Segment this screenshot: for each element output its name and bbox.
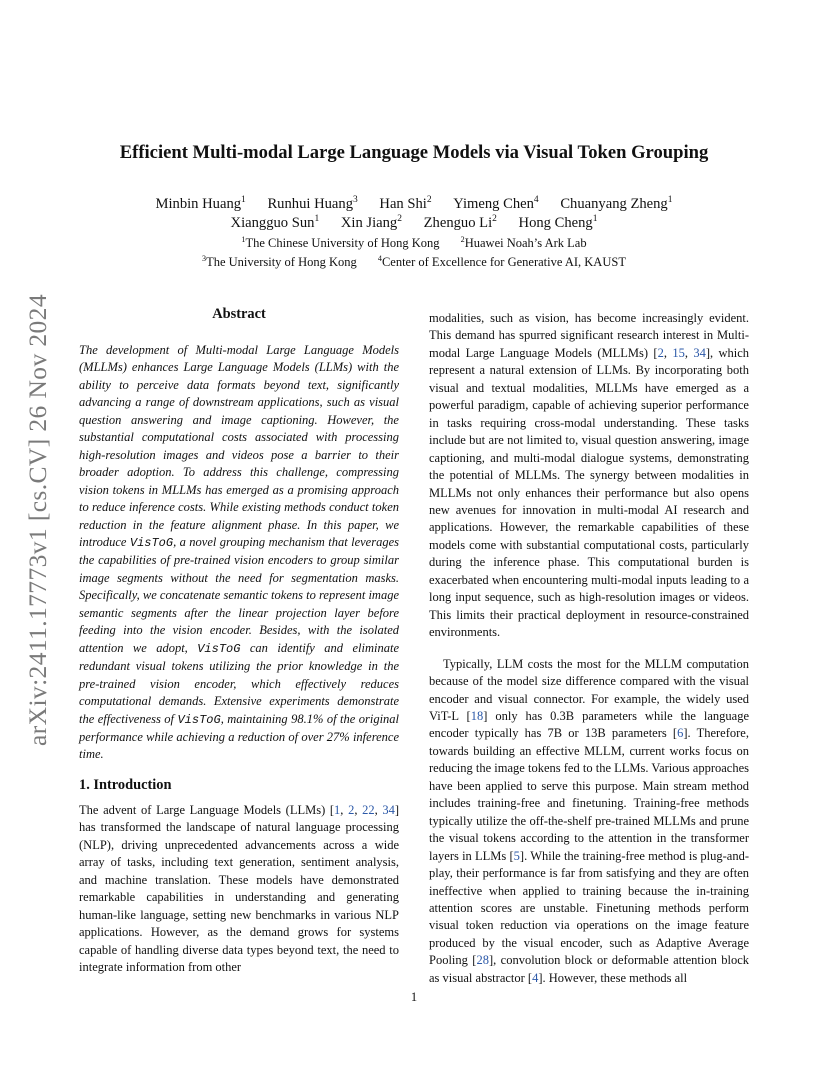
citation-link[interactable]: 1	[334, 803, 341, 817]
author: Runhui Huang$^3$	[267, 195, 358, 212]
citation-link[interactable]: 34	[693, 345, 706, 360]
arxiv-sidebar-id: arXiv:2411.17773v1 [cs.CV] 26 Nov 2024	[23, 294, 52, 746]
abstract-heading: Abstract	[212, 306, 266, 322]
affiliation-row-2	[0, 255, 828, 270]
right-paragraph-2: Typically, LLM costs the most for the MLLM computation because of the model size difference compared with the visual encoder and visual connector. For example, the widely used ViT-L [18] only has 0.3B parameters while the language encoder typically has 7B or 13B parameters [6]. Therefore, towards building an effective MLLM, current works focus on reducing the image tokens fed to the LLMs. Various approaches have been applied to serve this purpose. Main stream method includes training-free and finetuning. Training-free methods typically utilize the off-the-shelf pre-trained MLLMs and prune the visual tokens according to the attention in the transformer layers in LLMs [5]. While the training-free method is plug-and-play, their performance is far from satisfying and they are often ineffective when applied to training because the in-training attention scores are unstable. Finetuning methods perform visual token reduction via operations on the image feature produced by the visual encoder, such as Adaptive Average Pooling [28], convolution block or deformable attention block as visual abstractor [4]. However, these methods all	[429, 656, 750, 985]
citation-link[interactable]: 2	[348, 803, 355, 817]
intro-paragraph: The advent of Large Language Models (LLMs) [1, 2, 22, 34] has transformed the landscape of natural language processing (NLP), driving unprecedented advancements across a wide array of tasks, including text generation, sentiment analysis, and machine translation. These models have demonstrated remarkable capabilities in understanding and generating human-like language, setting new benchmarks in various NLP applications. However, as the demand grows for systems capable of handling diverse data types beyond text, the need to integrate information from other	[79, 803, 400, 975]
affiliation: $^4$Center of Excellence for Generative AI, KAUST	[377, 253, 626, 269]
author: Minbin Huang$^1$	[155, 195, 246, 212]
author: Zhenguo Li$^2$	[423, 214, 497, 231]
right-column	[429, 310, 749, 987]
author: Han Shi$^2$	[379, 195, 432, 212]
citation-link[interactable]: 18	[470, 708, 484, 723]
citation-link[interactable]: 34	[382, 803, 395, 817]
abstract-text: The development of Multi-modal Large Language Models (MLLMs) enhances Large Language Models (LLMs) with the ability to perceive data formats beyond text, significantly advancing a range of downstream applications, such as visual question answering and image captioning. However, the substantial computational costs associated with processing high-resolution images and videos pose a barrier to their broader adoption. To address this challenge, compressing vision tokens in MLLMs has emerged as a promising approach to reduce inference costs. While existing methods conduct token reduction in the feature alignment phase. In this paper, we introduce VisToG, a novel grouping mechanism that leverages the capabilities of pre-trained vision encoders to group similar image segments without the need for segmentation masks. Specifically, we concatenate semantic tokens to represent image semantic segments after the linear projection layer before feeding into the vision encoder. Besides, with the isolated attention we adopt, VisToG can identify and eliminate redundant visual tokens utilizing the prior knowledge in the pre-trained vision encoder, which effectively reduces computational demands. Extensive experiments demonstrate the effectiveness of VisToG, maintaining 98.1% of the original performance while achieving a reduction of over 27% inference time.	[79, 343, 400, 762]
citation-link[interactable]: 2	[657, 345, 664, 360]
author-row-1	[0, 196, 828, 213]
affiliation: $^2$Huawei Noah’s Ark Lab	[460, 234, 587, 250]
author-row-2	[0, 215, 828, 232]
section-heading-introduction: 1. Introduction	[79, 777, 172, 793]
author: Chuanyang Zheng$^1$	[560, 195, 673, 212]
affiliation: $^3$The University of Hong Kong	[202, 253, 357, 269]
affiliation: $^1$The Chinese University of Hong Kong	[241, 234, 440, 250]
citation-link[interactable]: 5	[513, 848, 520, 863]
page-number: 1	[410, 990, 418, 1004]
author: Hong Cheng$^1$	[518, 214, 598, 231]
citation-link[interactable]: 15	[672, 345, 685, 360]
method-name: VisToG	[177, 712, 221, 727]
right-paragraph-1: modalities, such as vision, has become increasingly evident. This demand has spurred significant research interest in Multi-modal Large Language Models (MLLMs) [2, 15, 34], which represent a natural extension of LLMs. By incorporating both visual and textual modalities, MLLMs have emerged as a powerful paradigm, capable of achieving superior performance in tasks requiring cross-modal understanding. These tasks include but are not limited to, visual question answering, image captioning, and multi-modal dialogue systems, demonstrating the potential of MLLMs. The synergy between modalities in MLLMs not only enhances their performance but also opens new avenues for innovation in multi-modal AI research and applications. However, the remarkable capabilities of these models come with substantial computational costs, particularly during the inference phase. This computational burden is exacerbated when encountering multi-modal inputs leading to a long input sequence, such as high-resolution images or videos. This limits their practical deployment in resource-constrained environments.	[429, 311, 750, 640]
affiliation-row-1	[0, 236, 828, 251]
citation-link[interactable]: 28	[476, 953, 489, 968]
citation-link[interactable]: 22	[362, 803, 375, 817]
citation-link[interactable]: 6	[677, 726, 684, 741]
author: Xin Jiang$^2$	[340, 214, 402, 231]
method-name: VisToG	[129, 535, 174, 550]
method-name: VisToG	[197, 641, 241, 656]
paper-title: Efficient Multi-modal Large Language Models via Visual Token Grouping	[119, 142, 709, 163]
author: Yimeng Chen$^4$	[453, 195, 539, 212]
author: Xiangguo Sun$^1$	[230, 214, 320, 231]
citation-link[interactable]: 4	[532, 970, 539, 985]
